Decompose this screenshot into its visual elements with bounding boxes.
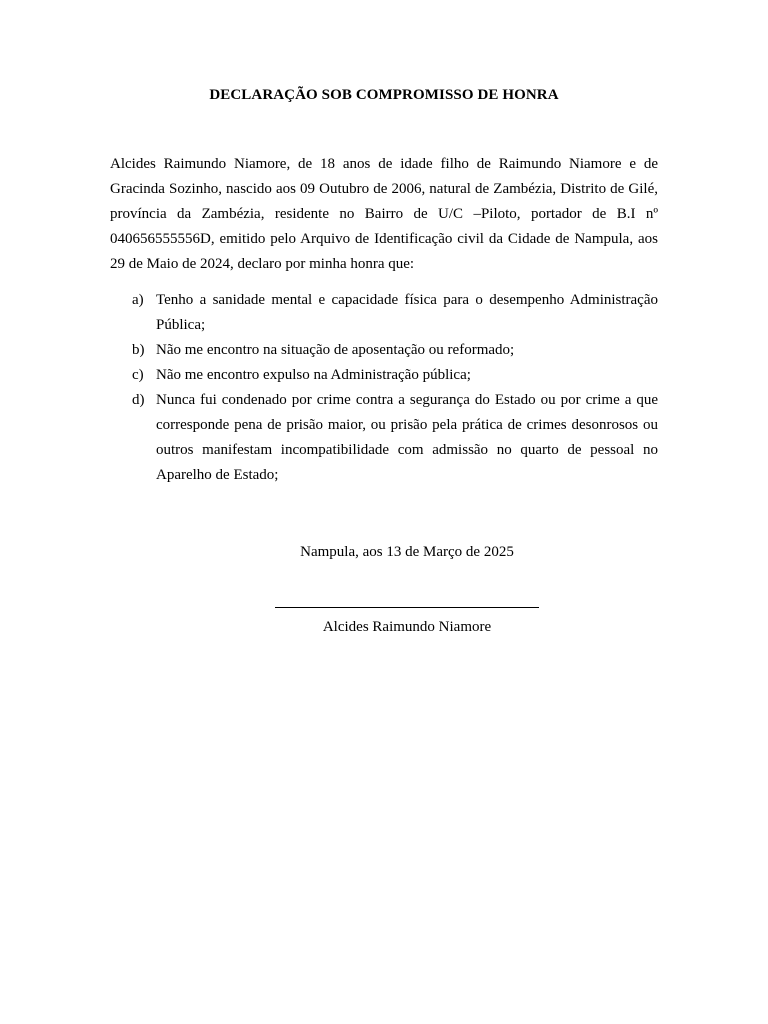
signature-name: Alcides Raimundo Niamore <box>322 619 492 635</box>
list-marker: d) <box>132 392 145 408</box>
list-item <box>110 388 658 488</box>
place-and-date: Nampula, aos 13 de Março de 2025 <box>300 544 514 560</box>
list-item-text: Não me encontro expulso na Administração pública; <box>156 367 471 383</box>
list-marker: a) <box>132 292 144 308</box>
list-item <box>110 338 658 363</box>
list-item-text: Tenho a sanidade mental e capacidade física para o desempenho Administração Pública; <box>156 292 658 333</box>
list-item <box>110 363 658 388</box>
list-item-text: Nunca fui condenado por crime contra a segurança do Estado ou por crime a que corresponde pena de prisão maior, ou prisão pela prática de crimes desonrosos ou outros manifestam incompatibilidade com admissão no quarto de pessoal no Aparelho de Estado; <box>156 392 658 483</box>
list-item-text: Não me encontro na situação de aposentação ou reformado; <box>156 342 515 358</box>
declaration-list <box>110 288 658 488</box>
list-marker: c) <box>132 367 144 383</box>
document-title: DECLARAÇÃO SOB COMPROMISSO DE HONRA <box>209 87 559 103</box>
list-item <box>110 288 658 338</box>
list-marker: b) <box>132 342 145 358</box>
intro-paragraph: Alcides Raimundo Niamore, de 18 anos de idade filho de Raimundo Niamore e de Gracinda Sozinho, nascido aos 09 Outubro de 2006, natural de Zambézia, Distrito de Gilé, província da Zambézia, residente no Bairro de U/C –Piloto, portador de B.I nº 040656555556D, emitido pelo Arquivo de Identificação civil da Cidade de Nampula, aos 29 de Maio de 2024, declaro por minha honra que: <box>110 156 658 272</box>
signature-line <box>275 607 539 608</box>
